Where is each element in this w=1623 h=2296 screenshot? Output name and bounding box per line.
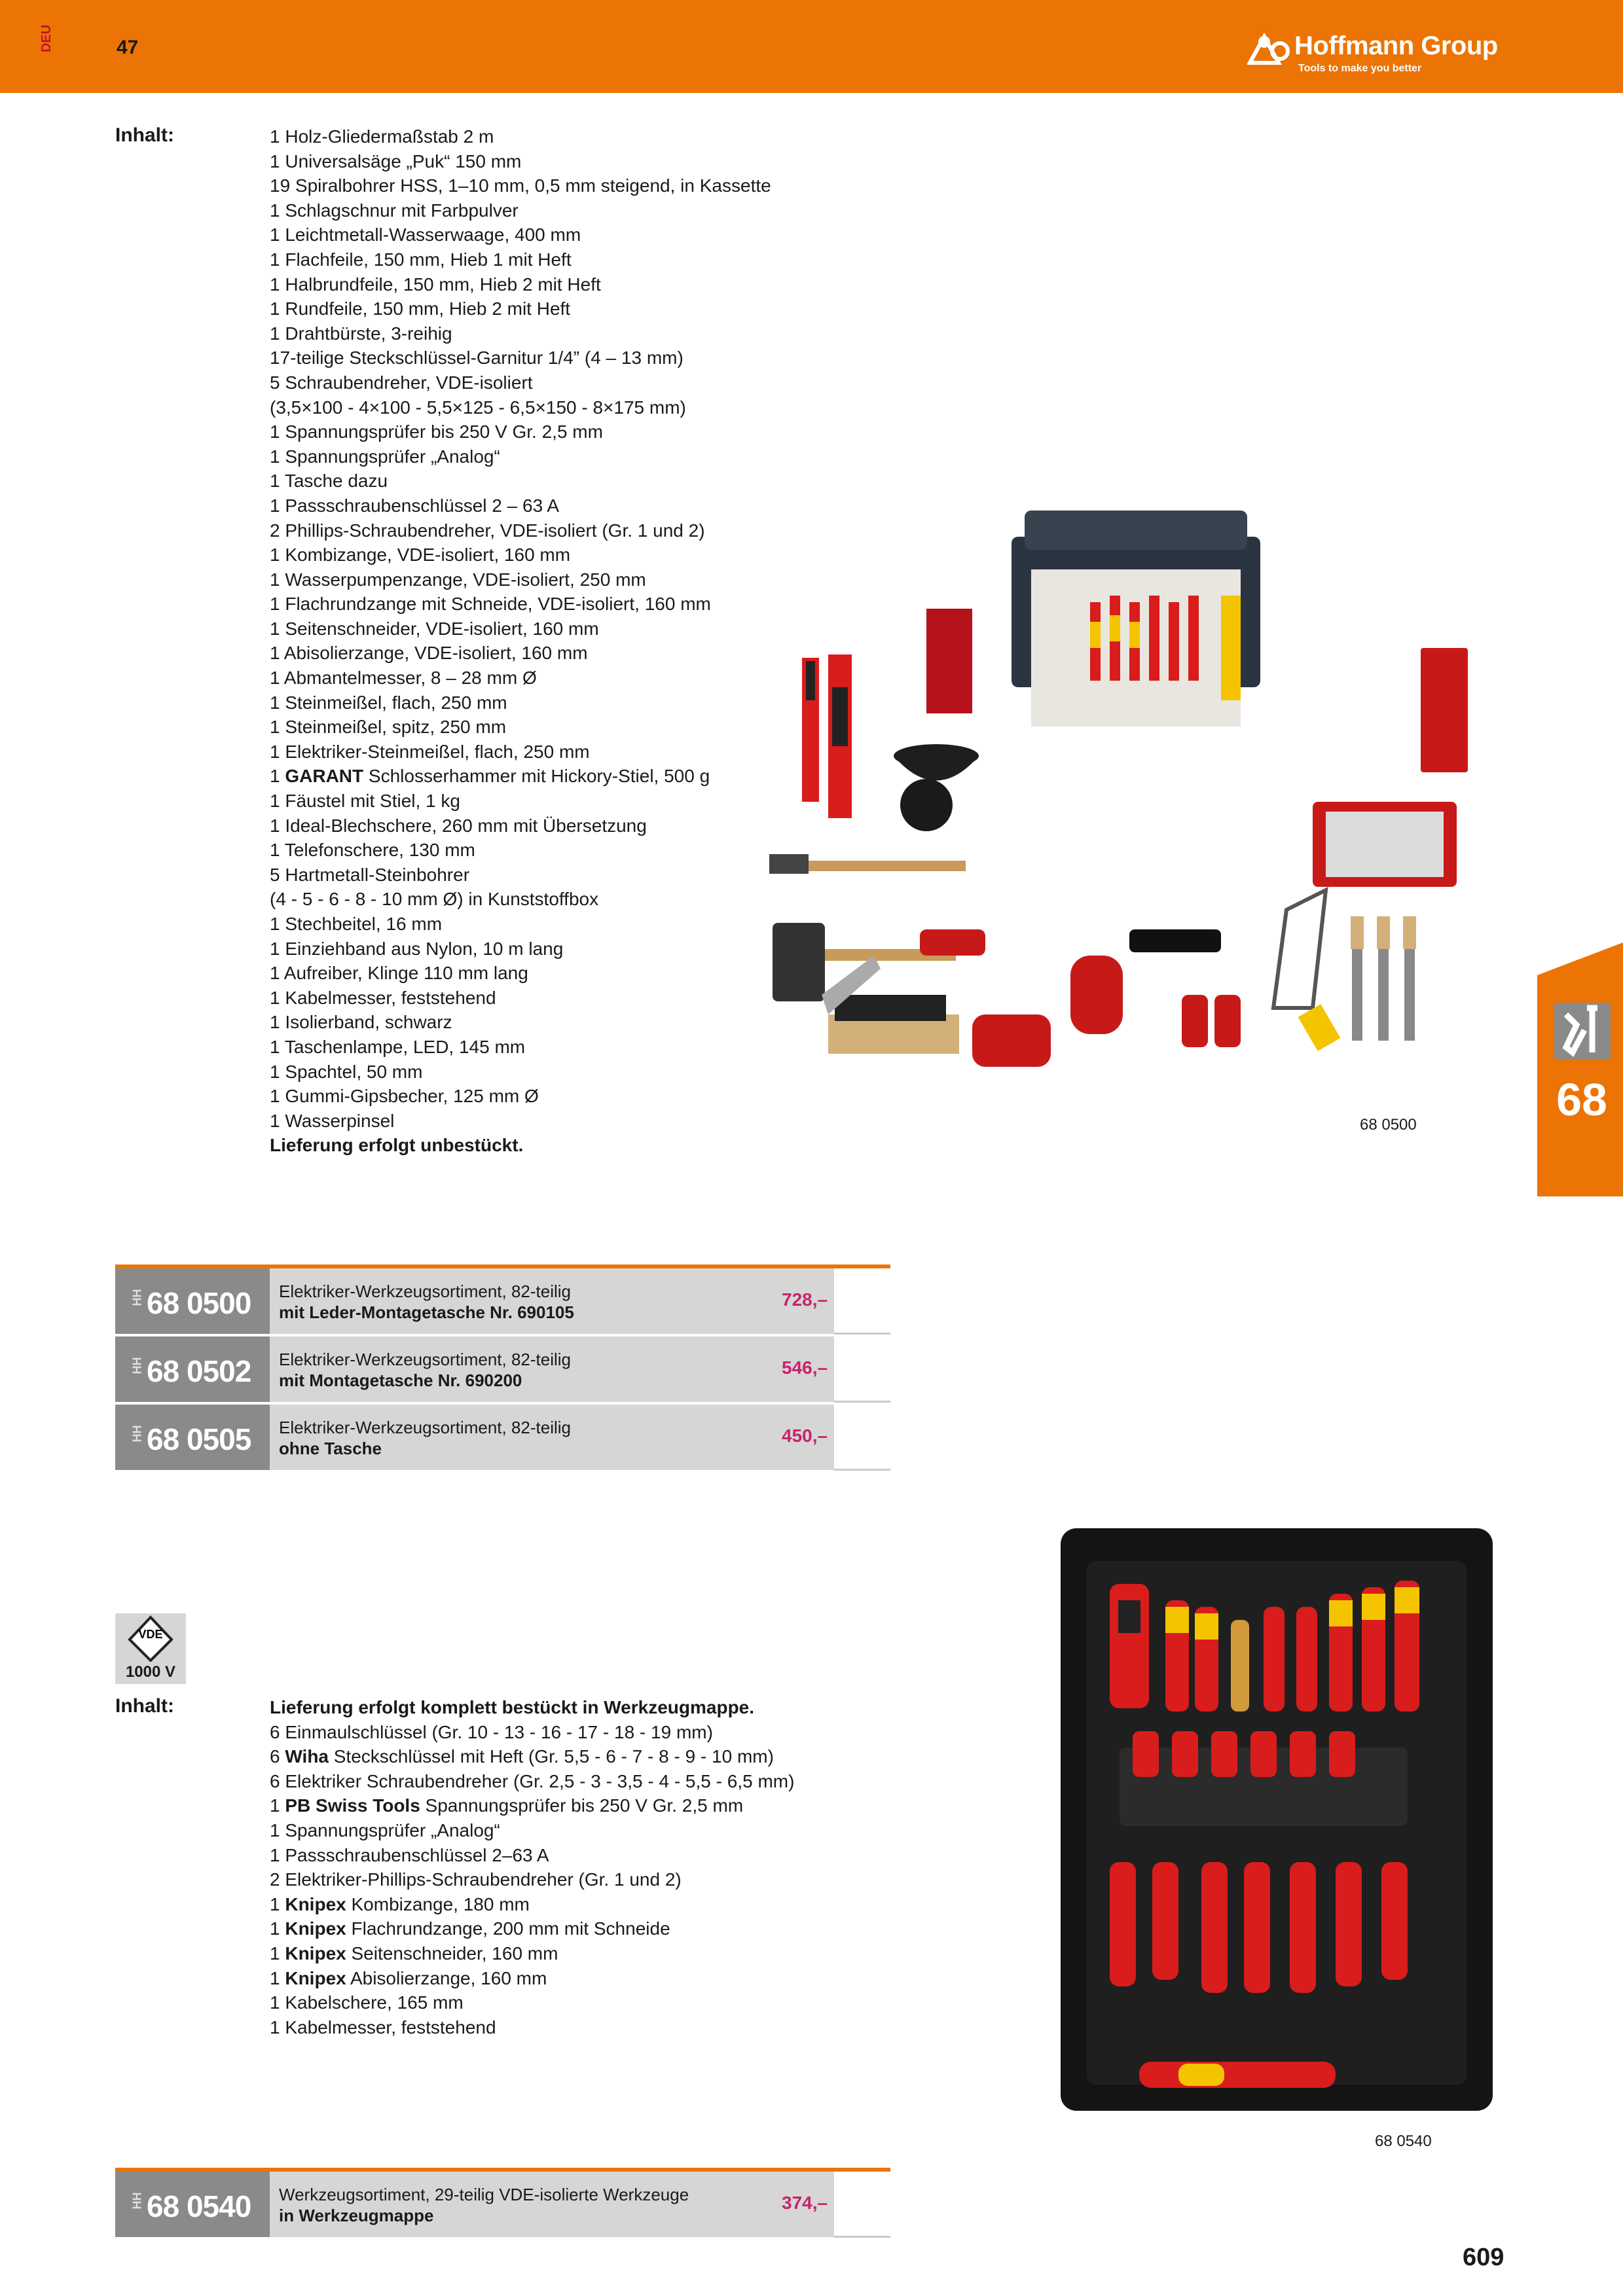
list-item: 1 Spachtel, 50 mm (270, 1061, 423, 1082)
vde-triangle-icon (115, 1613, 186, 1662)
list-item: (4 - 5 - 6 - 8 - 10 mm Ø) in Kunststoffbox (270, 889, 599, 910)
contents-label-2: Inhalt: (115, 1695, 174, 1717)
chapter-tab[interactable] (1537, 942, 1623, 1196)
contents-label: Inhalt: (115, 124, 174, 146)
list-item: 1 Ideal-Blechschere, 260 mm mit Übersetzung (270, 815, 647, 836)
brand-garant: GARANT (285, 766, 364, 787)
list-item: 1 Spannungsprüfer bis 250 V Gr. 2,5 mm (270, 422, 603, 442)
list-item: 1 Stechbeitel, 16 mm (270, 914, 443, 934)
article-number[interactable]: 68 0505 (147, 1422, 251, 1456)
list-item: 1 Leichtmetall-Wasserwaage, 400 mm (270, 224, 581, 245)
brand-logo[interactable] (1247, 31, 1509, 77)
price-underline (834, 1469, 890, 1471)
price-underline (834, 1401, 890, 1403)
list-item: 1 Spannungsprüfer „Analog“ (270, 1820, 500, 1840)
list-item: 1 Flachfeile, 150 mm, Hieb 1 mit Heft (270, 249, 572, 270)
list-item: 1 Steinmeißel, spitz, 250 mm (270, 717, 507, 738)
table-row[interactable] (115, 2172, 890, 2240)
list-item: 1 Flachrundzange mit Schneide, VDE-isoliert, 160 mm (270, 594, 711, 615)
description-line-1: Werkzeugsortiment, 29-teilig VDE-isolierte Werkzeuge (279, 2185, 689, 2204)
article-code-cell (115, 1268, 270, 1334)
brand-knipex: Knipex (285, 1918, 346, 1939)
list-item: 1 Knipex Flachrundzange, 200 mm mit Schneide (270, 1918, 670, 1939)
brand-tagline: Tools to make you better (1298, 63, 1422, 74)
hh-marker: HH (130, 1357, 144, 1374)
delivery-note: Lieferung erfolgt unbestückt. (270, 1135, 524, 1156)
price: 450,– (782, 1426, 828, 1446)
list-item: 1 Knipex Kombizange, 180 mm (270, 1893, 530, 1914)
list-item: 1 Halbrundfeile, 150 mm, Hieb 2 mit Heft (270, 274, 601, 295)
list-item: 19 Spiralbohrer HSS, 1–10 mm, 0,5 mm steigend, in Kassette (270, 175, 771, 196)
list-item: 1 Tasche dazu (270, 471, 388, 492)
hh-marker: HH (130, 2192, 144, 2210)
list-item: 1 Knipex Abisolierzange, 160 mm (270, 1967, 547, 1988)
article-code-cell (115, 2172, 270, 2237)
contents-list-2 (270, 1695, 794, 2039)
hh-marker: HH (130, 1289, 144, 1306)
list-item: 1 Aufreiber, Klinge 110 mm lang (270, 963, 528, 984)
price: 374,– (782, 2193, 828, 2213)
list-item: 2 Phillips-Schraubendreher, VDE-isoliert (Gr. 1 und 2) (270, 520, 705, 541)
list-item: 2 Elektriker-Phillips-Schraubendreher (Gr. 1 und 2) (270, 1869, 682, 1890)
list-item: 1 Wasserpinsel (270, 1110, 395, 1131)
brand-knipex: Knipex (285, 1967, 346, 1988)
list-item: 1 Knipex Seitenschneider, 160 mm (270, 1943, 558, 1964)
list-item: 1 PB Swiss Tools Spannungsprüfer bis 250 V Gr. 2,5 mm (270, 1795, 744, 1816)
price-underline (834, 1333, 890, 1335)
vde-mark-text: VDE (138, 1628, 163, 1641)
hoffmann-logo-icon (1247, 33, 1293, 65)
list-item: 1 Rundfeile, 150 mm, Hieb 2 mit Heft (270, 298, 571, 319)
list-item: 5 Hartmetall-Steinbohrer (270, 864, 470, 885)
delivery-note-2: Lieferung erfolgt komplett bestückt in Werkzeugmappe. (270, 1697, 755, 1717)
contents-list (270, 124, 771, 1158)
list-item: 1 Kabelmesser, feststehend (270, 2017, 496, 2037)
description-cell (270, 1405, 834, 1470)
list-item: 1 Wasserpumpenzange, VDE-isoliert, 250 mm (270, 569, 646, 590)
table-row[interactable] (115, 1268, 890, 1336)
list-item: 1 Universalsäge „Puk“ 150 mm (270, 151, 522, 171)
description-cell (270, 1268, 834, 1334)
list-item: 5 Schraubendreher, VDE-isoliert (270, 372, 533, 393)
article-number[interactable]: 68 0500 (147, 1286, 251, 1320)
description-line-2: ohne Tasche (279, 1439, 382, 1458)
chapter-number: 68 (1556, 1074, 1607, 1125)
list-item: 1 Kabelmesser, feststehend (270, 987, 496, 1008)
article-code-cell (115, 1405, 270, 1470)
list-item: (3,5×100 - 4×100 - 5,5×125 - 6,5×150 - 8×175 mm) (270, 397, 686, 418)
list-item: 1 Elektriker-Steinmeißel, flach, 250 mm (270, 741, 590, 762)
list-item: 17-teilige Steckschlüssel-Garnitur 1/4” (4 – 13 mm) (270, 348, 684, 368)
price-table-680540 (115, 2168, 890, 2240)
description-line-1: Elektriker-Werkzeugsortiment, 82-teilig (279, 1282, 571, 1301)
description-cell (270, 2172, 834, 2237)
description-line-1: Elektriker-Werkzeugsortiment, 82-teilig (279, 1350, 571, 1369)
description-line-2: in Werkzeugmappe (279, 2206, 434, 2225)
list-item: 1 Passschraubenschlüssel 2 – 63 A (270, 495, 560, 516)
product-image-tool-case (763, 497, 1476, 1100)
brand-name: Hoffmann Group (1294, 31, 1498, 60)
brand-wiha: Wiha (285, 1746, 329, 1767)
article-number[interactable]: 68 0502 (147, 1354, 251, 1388)
list-item: 1 Fäustel mit Stiel, 1 kg (270, 791, 461, 812)
list-item: 6 Elektriker Schraubendreher (Gr. 2,5 - 3 - 3,5 - 4 - 5,5 - 6,5 mm) (270, 1770, 795, 1791)
brand-knipex: Knipex (285, 1893, 346, 1914)
list-item: 1 Telefonschere, 130 mm (270, 840, 475, 861)
brand-pb-swiss-tools: PB Swiss Tools (285, 1795, 420, 1816)
price-underline (834, 2236, 890, 2238)
list-item: 1 Abisolierzange, VDE-isoliert, 160 mm (270, 643, 588, 664)
brand-knipex: Knipex (285, 1943, 346, 1964)
section-page-number: 47 (117, 37, 139, 58)
description-line-1: Elektriker-Werkzeugsortiment, 82-teilig (279, 1418, 571, 1437)
list-item: 1 Passschraubenschlüssel 2–63 A (270, 1844, 549, 1865)
list-item: 1 Holz-Gliedermaßstab 2 m (270, 126, 494, 147)
list-item: 1 Steinmeißel, flach, 250 mm (270, 692, 507, 713)
image-caption-680500: 68 0500 (1360, 1116, 1417, 1134)
article-code-cell (115, 1336, 270, 1402)
list-item: 1 Drahtbürste, 3-reihig (270, 323, 452, 344)
price-table-680500 (115, 1265, 890, 1473)
list-item: 6 Wiha Steckschlüssel mit Heft (Gr. 5,5 - 6 - 7 - 8 - 9 - 10 mm) (270, 1746, 774, 1767)
list-item: 6 Einmaulschlüssel (Gr. 10 - 13 - 16 - 17 - 18 - 19 mm) (270, 1721, 713, 1742)
description-line-2: mit Leder-Montagetasche Nr. 690105 (279, 1302, 574, 1322)
list-item: 1 Schlagschnur mit Farbpulver (270, 200, 519, 221)
list-item: 1 Seitenschneider, VDE-isoliert, 160 mm (270, 618, 599, 639)
language-code: DEU (39, 24, 54, 52)
list-item: 1 Einziehband aus Nylon, 10 m lang (270, 938, 564, 959)
article-number[interactable]: 68 0540 (147, 2189, 251, 2223)
table-row[interactable] (115, 1405, 890, 1473)
list-item: 1 Isolierband, schwarz (270, 1012, 452, 1033)
image-caption-680540: 68 0540 (1375, 2132, 1432, 2150)
list-item: 1 Taschenlampe, LED, 145 mm (270, 1036, 526, 1057)
page-number: 609 (1463, 2244, 1504, 2271)
vde-voltage: 1000 V (125, 1663, 176, 1681)
list-item: 1 Gummi-Gipsbecher, 125 mm Ø (270, 1086, 539, 1107)
list-item: 1 Spannungsprüfer „Analog“ (270, 446, 500, 467)
list-item: 1 Kabelschere, 165 mm (270, 1992, 464, 2013)
price: 728,– (782, 1289, 828, 1310)
vde-certification-badge (115, 1613, 186, 1684)
price: 546,– (782, 1357, 828, 1378)
product-image-tool-folder (1048, 1522, 1506, 2117)
description-line-2: mit Montagetasche Nr. 690200 (279, 1371, 522, 1390)
list-item: 1 Abmantelmesser, 8 – 28 mm Ø (270, 668, 537, 689)
table-row[interactable] (115, 1336, 890, 1405)
list-item: 1 Kombizange, VDE-isoliert, 160 mm (270, 545, 571, 565)
description-cell (270, 1336, 834, 1402)
hh-marker: HH (130, 1425, 144, 1443)
list-item: 1 GARANT Schlosserhammer mit Hickory-Stiel, 500 g (270, 766, 710, 787)
